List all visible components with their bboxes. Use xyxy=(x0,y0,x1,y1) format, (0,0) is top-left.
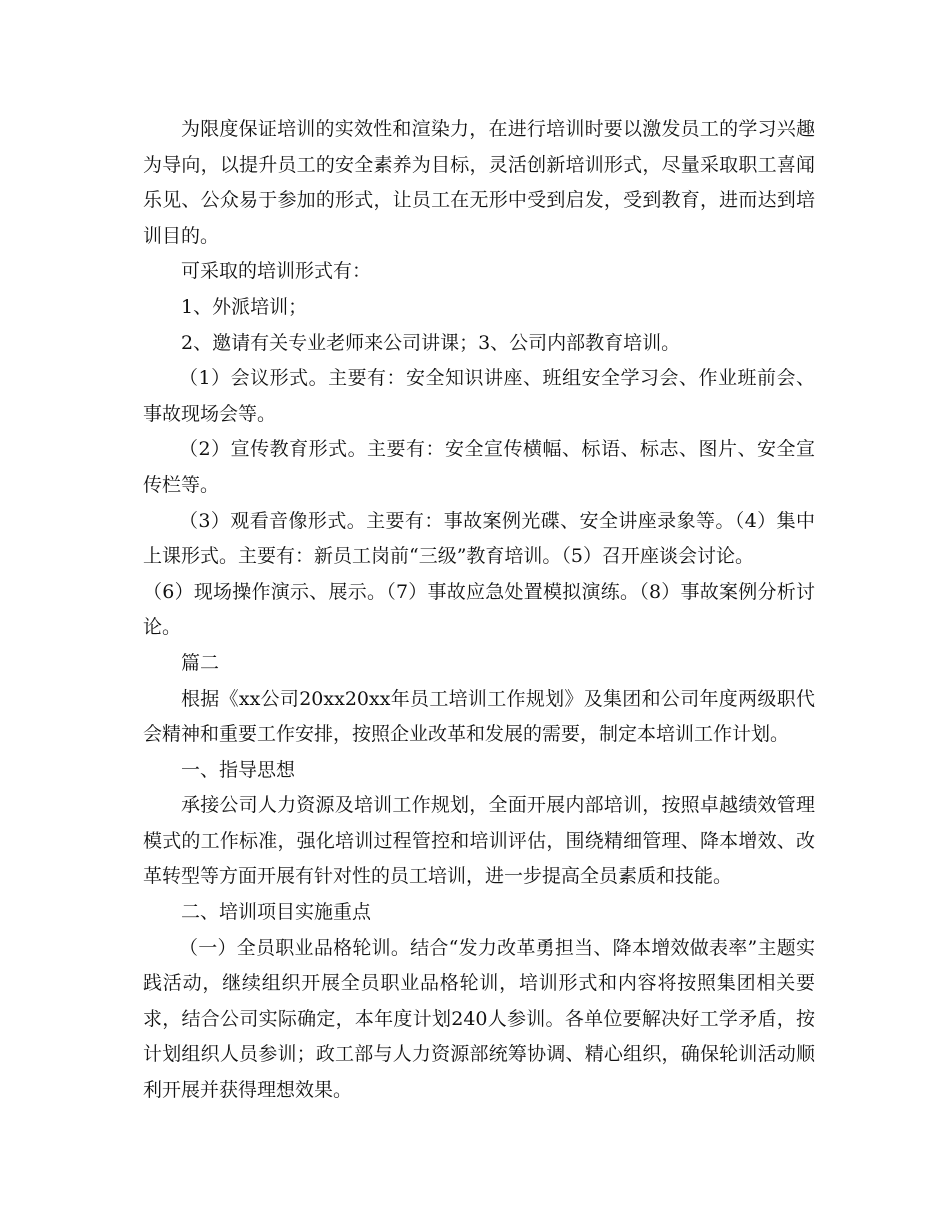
paragraph-key-project-1: （一）全员职业品格轮训。结合“发力改革勇担当、降本增效做表率”主题实践活动，继续组织开展全员职业品格轮训，培训形式和内容将按照集团相关要求，结合公司实际确定，本年度计划240人参训。各单位要解决好工学矛盾，按计划组织人员参训；政工部与人力资源部统筹协调、精心组织，确保轮训活动顺利开展并获得理想效果。 xyxy=(143,936,815,1102)
paragraph-subitem-1: （1）会议形式。主要有：安全知识讲座、班组安全学习会、作业班前会、事故现场会等。 xyxy=(143,367,815,425)
paragraph-item-2-3: 2、邀请有关专业老师来公司讲课；3、公司内部教育培训。 xyxy=(181,331,681,354)
paragraph-plan-basis: 根据《xx公司20xx20xx年员工培训工作规划》及集团和公司年度两级职代会精神和重要工作安排，按照企业改革和发展的需要，制定本培训工作计划。 xyxy=(143,687,815,746)
section-heading-guiding-thought: 一、指导思想 xyxy=(181,758,296,781)
section-title-part-two: 篇二 xyxy=(181,651,220,674)
document-body xyxy=(143,112,815,1109)
paragraph-forms-heading: 可采取的培训形式有： xyxy=(181,260,372,283)
paragraph-intro: 为限度保证培训的实效性和渲染力，在进行培训时要以激发员工的学习兴趣为导向，以提升员工的安全素养为目标，灵活创新培训形式，尽量采取职工喜闻乐见、公众易于参加的形式，让员工在无形中受到启发，受到教育，进而达到培训目的。 xyxy=(143,118,815,247)
paragraph-subitem-6-8: （6）现场操作演示、展示。（7）事故应急处置模拟演练。（8）事故案例分析讨论。 xyxy=(143,580,815,639)
paragraph-subitem-2: （2）宣传教育形式。主要有：安全宣传横幅、标语、标志、图片、安全宣传栏等。 xyxy=(143,438,815,496)
paragraph-subitem-3-5: （3）观看音像形式。主要有：事故案例光碟、安全讲座录象等。（4）集中上课形式。主要有：新员工岗前“三级”教育培训。（5）召开座谈会讨论。 xyxy=(143,509,815,568)
paragraph-item-1: 1、外派培训； xyxy=(181,295,308,318)
paragraph-guiding-thought: 承接公司人力资源及培训工作规划，全面开展内部培训，按照卓越绩效管理模式的工作标准，强化培训过程管控和培训评估，围绕精细管理、降本增效、改革转型等方面开展有针对性的员工培训，进一步提高全员素质和技能。 xyxy=(143,794,815,888)
section-heading-key-projects: 二、培训项目实施重点 xyxy=(181,901,372,924)
